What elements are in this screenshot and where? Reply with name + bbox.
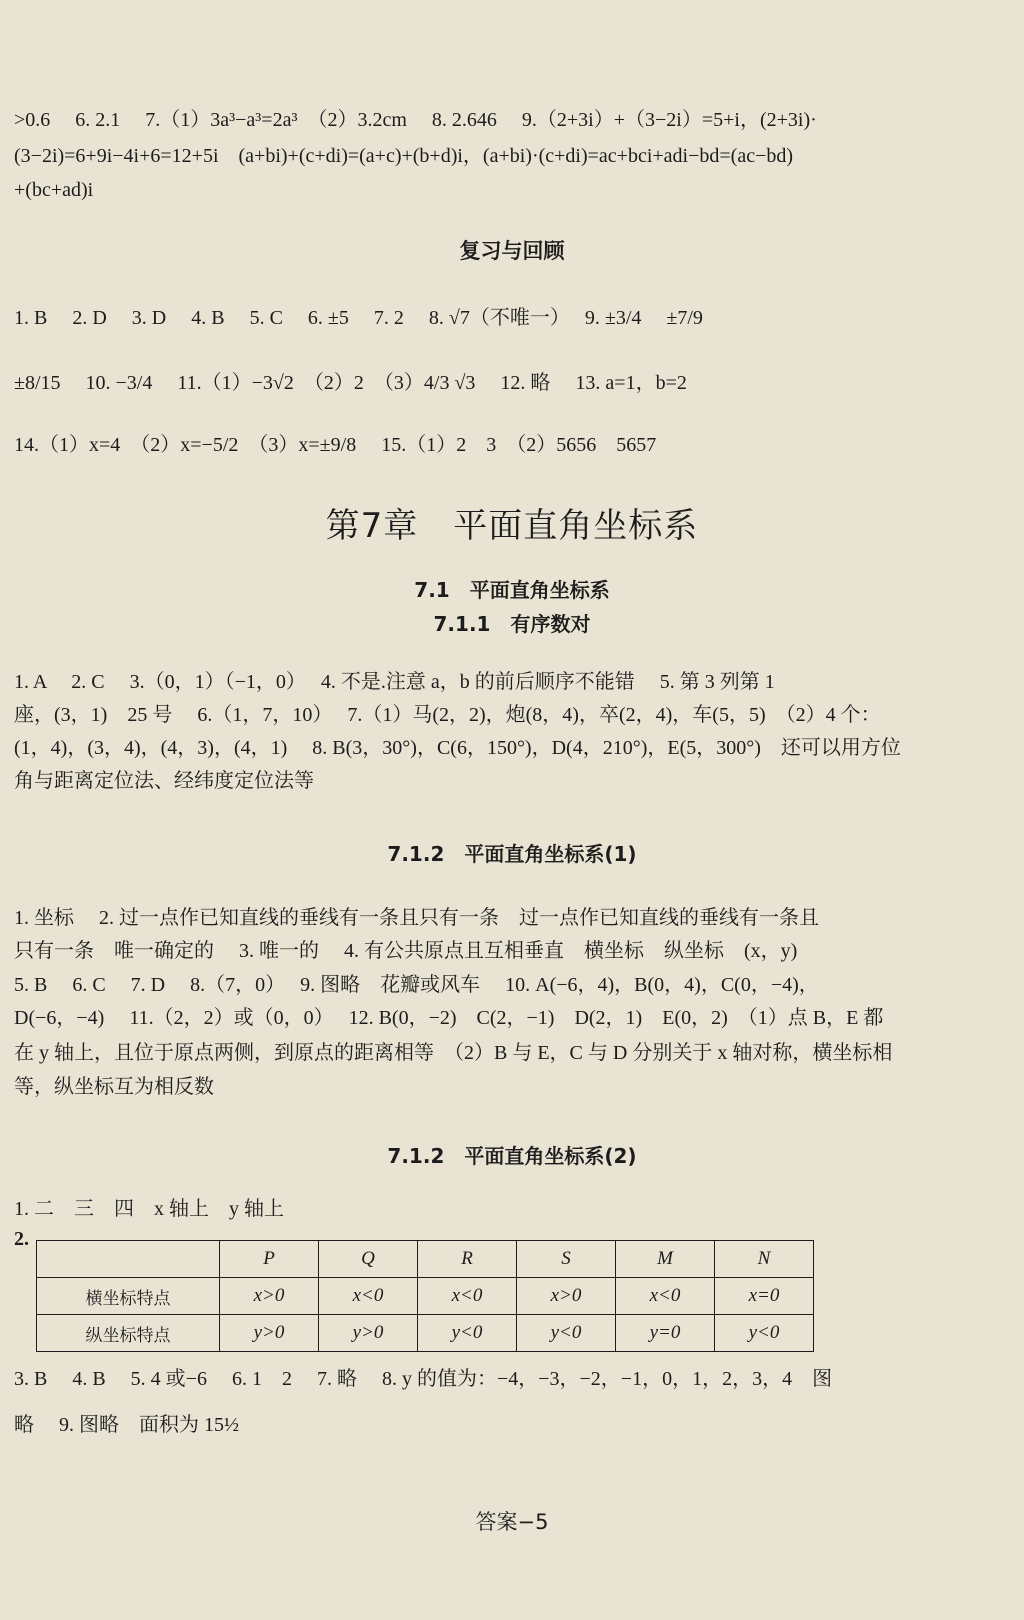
answer-line: 等，纵坐标互为相反数 xyxy=(14,1076,214,1098)
row-label: 纵坐标特点 xyxy=(37,1315,220,1352)
section-heading: 复习与回顾 xyxy=(459,239,565,263)
table-cell: x<0 xyxy=(418,1278,517,1315)
answer-line: 角与距离定位法、经纬度定位法等 xyxy=(14,770,314,792)
table-cell: y>0 xyxy=(220,1315,319,1352)
answer-line: 1. B 2. D 3. D 4. B 5. C 6. ±5 7. 2 8. √7（不唯一） 9. ±3/4 ±7/9 xyxy=(14,307,703,329)
column-header: Q xyxy=(319,1241,418,1278)
table-cell: y<0 xyxy=(517,1315,616,1352)
question-number: 2. xyxy=(14,1228,29,1250)
answer-line: (1，4)，(3，4)，(4，3)，(4，1) 8. B(3，30°)，C(6，150°)，D(4，210°)，E(5，300°) 还可以用方位 xyxy=(14,737,901,759)
answer-line: +(bc+ad)i xyxy=(14,179,94,201)
answer-line: 1. A 2. C 3.（0，1）（−1，0） 4. 不是.注意 a，b 的前后顺序不能错 5. 第 3 列第 1 xyxy=(14,671,775,693)
table-cell: y<0 xyxy=(715,1315,814,1352)
answer-line: 在 y 轴上，且位于原点两侧，到原点的距离相等 （2）B 与 E，C 与 D 分别关于 x 轴对称，横坐标相 xyxy=(14,1042,893,1064)
table-cell: y>0 xyxy=(319,1315,418,1352)
table-cell: x<0 xyxy=(616,1278,715,1315)
table-cell: x<0 xyxy=(319,1278,418,1315)
answer-line: 座，(3，1) 25 号 6.（1，7，10） 7.（1）马(2，2)，炮(8，4)，卒(2，4)，车(5，5) （2）4 个： xyxy=(14,704,881,726)
table-header-row xyxy=(37,1241,814,1278)
column-header: P xyxy=(220,1241,319,1278)
answer-line: (3−2i)=6+9i−4i+6=12+5i (a+bi)+(c+di)=(a+c)+(b+d)i，(a+bi)·(c+di)=ac+bci+adi−bd=(ac−bd) xyxy=(14,145,794,167)
table-cell: x>0 xyxy=(517,1278,616,1315)
column-header: N xyxy=(715,1241,814,1278)
table-corner-cell xyxy=(37,1241,220,1278)
answer-line: >0.6 6. 2.1 7.（1）3a³−a³=2a³ （2）3.2cm 8. 2.646 9.（2+3i）+（3−2i）=5+i，(2+3i)· xyxy=(14,109,817,131)
subsection-heading: 7.1.2 平面直角坐标系(1) xyxy=(387,842,637,866)
answer-line: 1. 坐标 2. 过一点作已知直线的垂线有一条且只有一条 过一点作已知直线的垂线有一条且 xyxy=(14,907,819,929)
section-heading: 7.1 平面直角坐标系 xyxy=(414,578,610,602)
table-cell: y=0 xyxy=(616,1315,715,1352)
table-row xyxy=(37,1315,814,1352)
row-label: 横坐标特点 xyxy=(37,1278,220,1315)
answer-line: 3. B 4. B 5. 4 或−6 6. 1 2 7. 略 8. y 的值为：−4，−3，−2，−1，0，1，2，3，4 图 xyxy=(14,1368,833,1390)
answer-line: 只有一条 唯一确定的 3. 唯一的 4. 有公共原点且互相垂直 横坐标 纵坐标 (x，y) xyxy=(14,940,798,962)
table-cell: x>0 xyxy=(220,1278,319,1315)
table-row xyxy=(37,1278,814,1315)
table-cell: y<0 xyxy=(418,1315,517,1352)
subsection-heading: 7.1.1 有序数对 xyxy=(433,612,591,636)
answer-line: 略 9. 图略 面积为 15½ xyxy=(14,1414,239,1436)
answer-line: 14.（1）x=4 （2）x=−5/2 （3）x=±9/8 15.（1）2 3 （2）5656 5657 xyxy=(14,434,657,456)
coordinate-table xyxy=(36,1240,814,1352)
answer-line: D(−6，−4) 11.（2，2）或（0，0） 12. B(0，−2) C(2，−1) D(2，1) E(0，2) （1）点 B，E 都 xyxy=(14,1007,884,1029)
column-header: S xyxy=(517,1241,616,1278)
table-cell: x=0 xyxy=(715,1278,814,1315)
answer-line: 5. B 6. C 7. D 8.（7，0） 9. 图略 花瓣或风车 10. A(−6，4)，B(0，4)，C(0，−4)， xyxy=(14,974,819,996)
column-header: M xyxy=(616,1241,715,1278)
column-header: R xyxy=(418,1241,517,1278)
chapter-title: 第7章 平面直角坐标系 xyxy=(325,506,699,546)
answer-line: ±8/15 10. −3/4 11.（1）−3√2 （2）2 （3）4/3 √3 12. 略 13. a=1，b=2 xyxy=(14,372,687,394)
page-footer: 答案−5 xyxy=(475,1510,549,1534)
subsection-heading: 7.1.2 平面直角坐标系(2) xyxy=(387,1144,637,1168)
answer-line: 1. 二 三 四 x 轴上 y 轴上 xyxy=(14,1198,284,1220)
